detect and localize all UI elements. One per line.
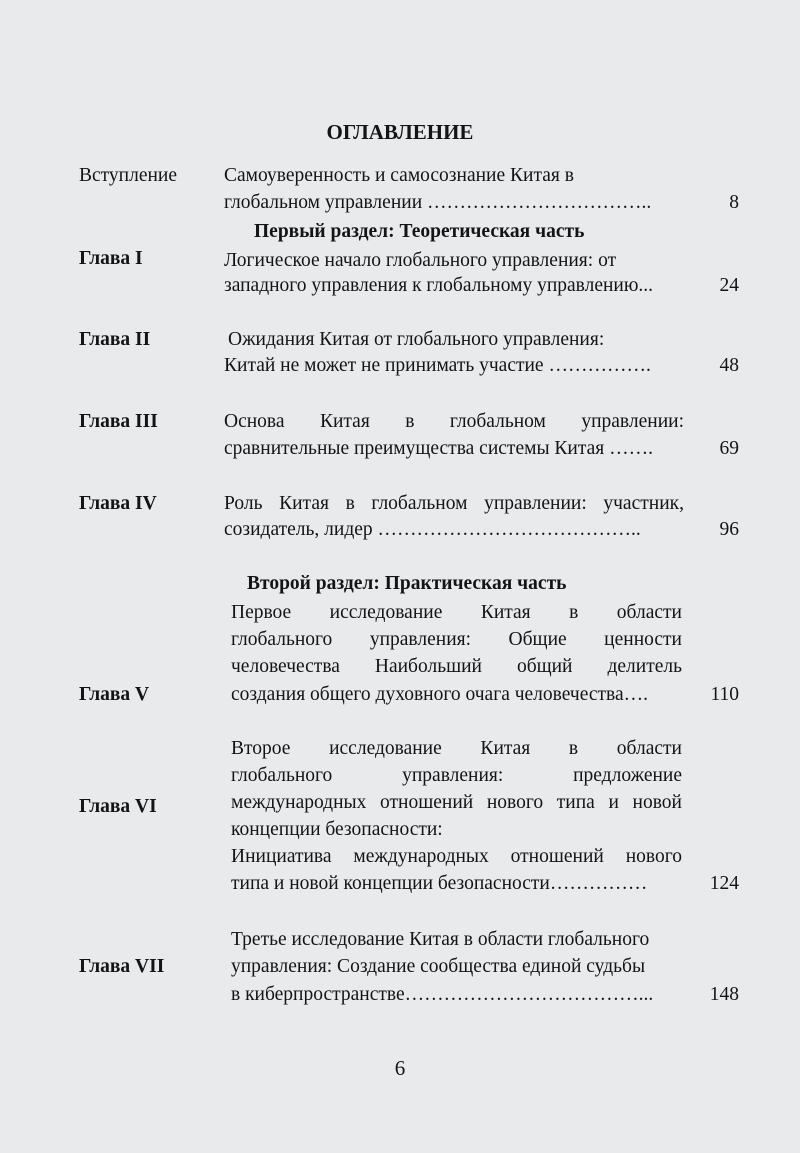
chapter-6-page-number: 124	[709, 873, 739, 894]
chapter-6-line-5: Инициатива международных отношений нового	[231, 846, 682, 867]
chapter-5-line-1: Первое исследование Китая в области	[231, 602, 682, 623]
chapter-2-line-1: Ожидания Китая от глобального управления:	[228, 329, 605, 350]
chapter-5-page-number: 110	[710, 684, 739, 705]
chapter-4-line-1: Роль Китая в глобальном управлении: участник,	[224, 493, 684, 514]
section-heading-practice: Второй раздел: Практическая часть	[247, 573, 567, 594]
chapter-2-label: Глава II	[79, 329, 151, 350]
chapter-6-line-3: международных отношений нового типа и новой	[231, 792, 682, 813]
chapter-5-label: Глава V	[79, 684, 150, 705]
chapter-6-line-1: Второе исследование Китая в области	[231, 738, 682, 759]
chapter-7-line-1: Третье исследование Китая в области глобального	[231, 929, 650, 950]
chapter-1-page-number: 24	[719, 275, 739, 296]
intro-page-number: 8	[729, 192, 739, 213]
chapter-6-line-4: концепции безопасности:	[231, 819, 443, 840]
chapter-3-page-number: 69	[719, 438, 739, 459]
chapter-6-label: Глава VI	[79, 796, 157, 817]
chapter-5-line-3: человечества Наибольший общий делитель	[231, 656, 682, 677]
chapter-7-label: Глава VII	[79, 956, 165, 977]
chapter-6-line-2: глобального управления: предложение	[231, 765, 682, 786]
chapter-1-line-2: западного управления к глобальному управлению...	[224, 275, 654, 296]
chapter-7-page-number: 148	[709, 984, 739, 1005]
chapter-5-line-4: создания общего духовного очага человечества….	[231, 684, 649, 705]
chapter-4-label: Глава IV	[79, 493, 157, 514]
chapter-7-line-2: управления: Создание сообщества единой судьбы	[231, 956, 646, 977]
chapter-2-line-2: Китай не может не принимать участие …………….	[224, 355, 651, 376]
section-heading-theory: Первый раздел: Теоретическая часть	[254, 221, 585, 242]
chapter-5-line-2: глобального управления: Общие ценности	[231, 629, 682, 650]
chapter-6-line-6: типа и новой концепции безопасности……………	[231, 873, 648, 894]
intro-label: Вступление	[79, 165, 178, 186]
chapter-3-line-2: сравнительные преимущества системы Китая …….	[224, 438, 653, 459]
intro-line-2: глобальном управлении ……………………………..	[224, 192, 652, 213]
page-title: ОГЛАВЛЕНИЕ	[326, 120, 474, 144]
chapter-7-line-3: в киберпространстве………………………………...	[231, 984, 654, 1005]
intro-line-1: Самоуверенность и самосознание Китая в	[224, 165, 574, 186]
chapter-4-line-2: созидатель, лидер …………………………………..	[224, 519, 641, 540]
chapter-1-line-1: Логическое начало глобального управления: от	[224, 250, 617, 271]
page-number: 6	[394, 1056, 406, 1080]
chapter-4-page-number: 96	[719, 519, 739, 540]
chapter-3-line-1: Основа Китая в глобальном управлении:	[224, 411, 684, 432]
chapter-2-page-number: 48	[719, 355, 739, 376]
chapter-3-label: Глава III	[79, 411, 158, 432]
chapter-1-label: Глава I	[79, 248, 143, 269]
